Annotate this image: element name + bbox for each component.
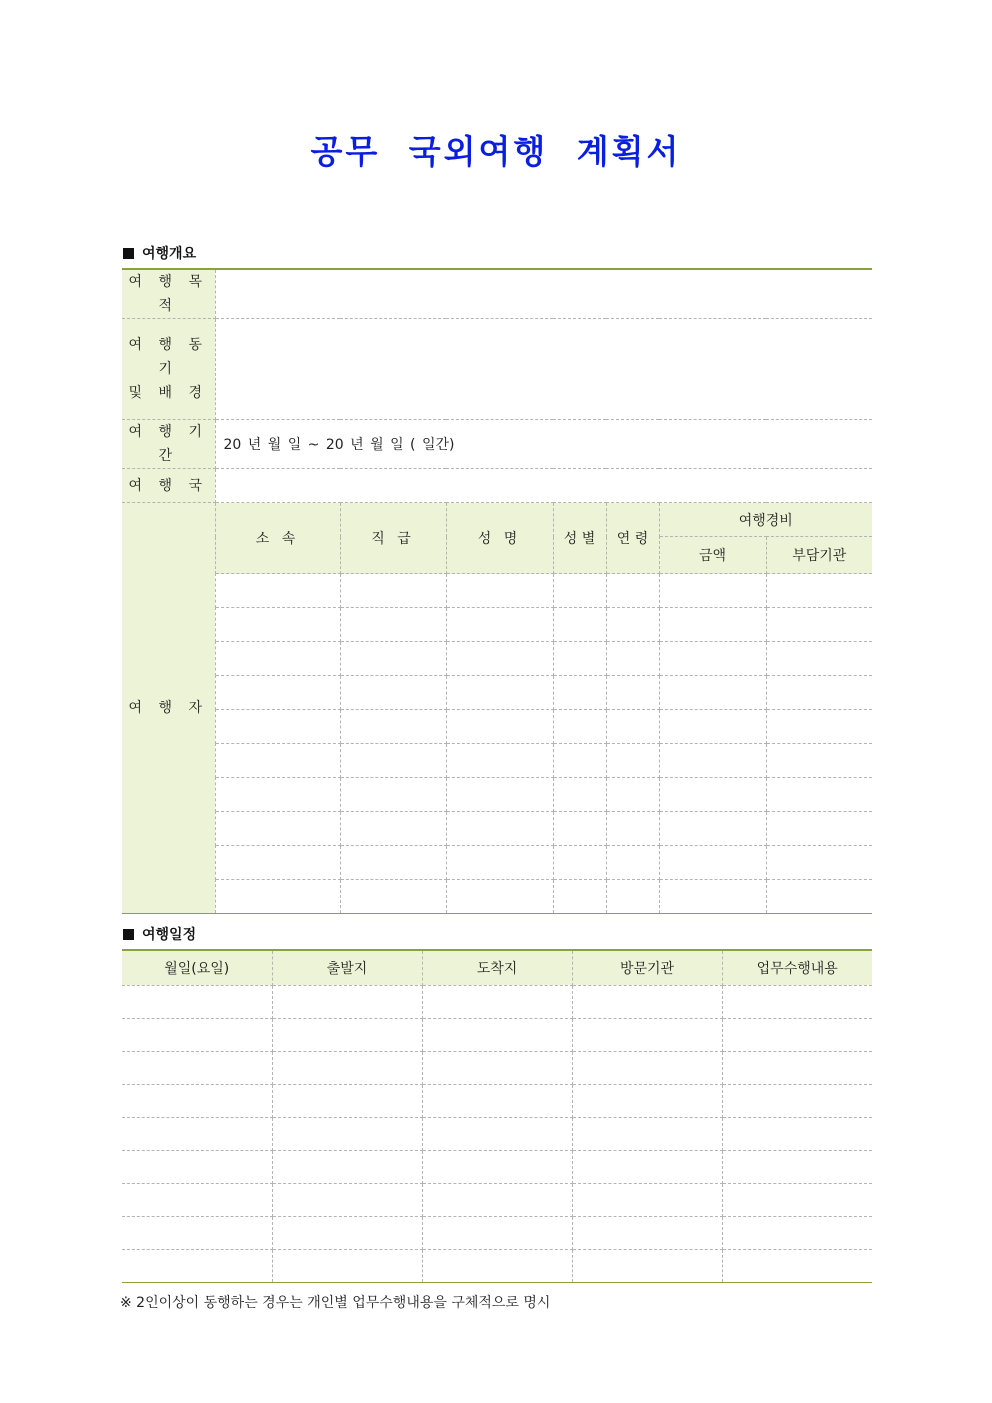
traveler-label: 여 행 자 (122, 503, 215, 914)
square-bullet-icon (123, 929, 134, 940)
table-cell[interactable] (722, 1051, 872, 1084)
table-cell[interactable] (422, 1117, 572, 1150)
table-cell[interactable] (766, 608, 872, 642)
table-cell[interactable] (553, 676, 606, 710)
table-cell[interactable] (553, 642, 606, 676)
section-heading-overview-text: 여행개요 (142, 246, 197, 262)
table-cell[interactable] (422, 1084, 572, 1117)
table-cell[interactable] (659, 642, 766, 676)
table-cell[interactable] (446, 608, 553, 642)
table-cell[interactable] (606, 812, 659, 846)
table-cell[interactable] (659, 778, 766, 812)
table-cell[interactable] (553, 608, 606, 642)
table-cell[interactable] (446, 744, 553, 778)
table-cell[interactable] (446, 880, 553, 914)
schedule-row (122, 1117, 872, 1150)
schedule-table (122, 949, 872, 1283)
table-cell[interactable] (122, 1216, 272, 1249)
table-cell[interactable] (659, 812, 766, 846)
table-cell[interactable] (215, 744, 340, 778)
traveler-row (122, 642, 872, 676)
table-cell[interactable] (422, 1051, 572, 1084)
table-cell[interactable] (340, 642, 446, 676)
schedule-row (122, 1084, 872, 1117)
table-cell[interactable] (215, 812, 340, 846)
section-heading-schedule-text: 여행일정 (142, 927, 197, 943)
table-cell[interactable] (215, 778, 340, 812)
table-cell[interactable] (572, 1084, 722, 1117)
table-cell[interactable] (340, 812, 446, 846)
table-cell[interactable] (553, 778, 606, 812)
table-cell[interactable] (272, 1018, 422, 1051)
table-cell[interactable] (215, 676, 340, 710)
motive-label (122, 319, 215, 420)
traveler-row (122, 778, 872, 812)
table-cell[interactable] (766, 574, 872, 608)
table-cell[interactable] (572, 1216, 722, 1249)
section-heading-overview (123, 243, 196, 263)
table-cell[interactable] (553, 744, 606, 778)
table-cell[interactable] (215, 574, 340, 608)
table-cell[interactable] (659, 744, 766, 778)
table-cell[interactable] (272, 1216, 422, 1249)
table-cell[interactable] (766, 846, 872, 880)
traveler-row (122, 744, 872, 778)
country-field[interactable] (215, 469, 872, 503)
schedule-row (122, 1051, 872, 1084)
traveler-row (122, 608, 872, 642)
table-cell[interactable] (272, 1084, 422, 1117)
table-cell[interactable] (659, 574, 766, 608)
table-cell[interactable] (340, 744, 446, 778)
section-heading-schedule (123, 924, 196, 944)
schedule-row (122, 1249, 872, 1282)
affiliation-header: 소 속 (215, 503, 340, 574)
table-cell[interactable] (215, 608, 340, 642)
amount-header: 금액 (659, 537, 766, 574)
period-field[interactable]: 20 년 월 일 ~ 20 년 월 일 ( 일간) (215, 420, 872, 469)
table-cell[interactable] (446, 642, 553, 676)
age-header: 연 령 (606, 503, 659, 574)
motive-field[interactable] (215, 319, 872, 420)
table-cell[interactable] (766, 676, 872, 710)
departure-header: 출발지 (272, 950, 422, 985)
motive-label-line2: 및 배 경 (128, 385, 208, 401)
table-cell[interactable] (722, 1018, 872, 1051)
table-cell[interactable] (446, 778, 553, 812)
gender-header: 성 별 (553, 503, 606, 574)
arrival-header: 도착지 (422, 950, 572, 985)
motive-label-line1: 여 행 동 기 (128, 337, 208, 377)
table-cell[interactable] (340, 778, 446, 812)
table-cell[interactable] (553, 880, 606, 914)
schedule-row (122, 1216, 872, 1249)
table-cell[interactable] (340, 574, 446, 608)
schedule-row (122, 1150, 872, 1183)
table-cell[interactable] (572, 1018, 722, 1051)
table-cell[interactable] (340, 880, 446, 914)
table-cell[interactable] (122, 1249, 272, 1282)
table-cell[interactable] (422, 1183, 572, 1216)
table-cell[interactable] (272, 985, 422, 1018)
table-cell[interactable] (766, 710, 872, 744)
table-cell[interactable] (606, 574, 659, 608)
table-cell[interactable] (446, 676, 553, 710)
schedule-row (122, 985, 872, 1018)
name-header: 성 명 (446, 503, 553, 574)
table-cell[interactable] (766, 744, 872, 778)
traveler-row (122, 880, 872, 914)
table-cell[interactable] (422, 1249, 572, 1282)
table-cell[interactable] (340, 608, 446, 642)
date-header: 월일(요일) (122, 950, 272, 985)
table-cell[interactable] (659, 880, 766, 914)
table-cell[interactable] (659, 846, 766, 880)
rank-header: 직 급 (340, 503, 446, 574)
table-cell[interactable] (446, 812, 553, 846)
table-cell[interactable] (215, 710, 340, 744)
table-cell[interactable] (422, 1150, 572, 1183)
table-cell[interactable] (606, 880, 659, 914)
square-bullet-icon (123, 248, 134, 259)
table-cell[interactable] (272, 1249, 422, 1282)
table-cell[interactable] (422, 1018, 572, 1051)
table-cell[interactable] (606, 710, 659, 744)
table-cell[interactable] (722, 1183, 872, 1216)
schedule-row (122, 1183, 872, 1216)
traveler-row (122, 710, 872, 744)
table-cell[interactable] (340, 846, 446, 880)
country-label: 여 행 국 (122, 469, 215, 503)
payer-header: 부담기관 (766, 537, 872, 574)
table-cell[interactable] (722, 1084, 872, 1117)
traveler-row (122, 846, 872, 880)
table-cell[interactable] (572, 1051, 722, 1084)
table-cell[interactable] (606, 608, 659, 642)
document-title: 공무 국외여행 계획서 (310, 132, 682, 171)
table-cell[interactable] (722, 1150, 872, 1183)
table-cell[interactable] (272, 1183, 422, 1216)
table-cell[interactable] (606, 744, 659, 778)
task-header: 업무수행내용 (722, 950, 872, 985)
table-cell[interactable] (340, 676, 446, 710)
table-cell[interactable] (122, 985, 272, 1018)
table-cell[interactable] (122, 1018, 272, 1051)
period-label: 여 행 기 간 (122, 420, 215, 469)
table-cell[interactable] (766, 642, 872, 676)
schedule-row (122, 1018, 872, 1051)
table-cell[interactable] (340, 710, 446, 744)
traveler-row (122, 574, 872, 608)
table-cell[interactable] (606, 676, 659, 710)
table-cell[interactable] (553, 846, 606, 880)
table-cell[interactable] (446, 574, 553, 608)
table-cell[interactable] (122, 1183, 272, 1216)
table-cell[interactable] (722, 1117, 872, 1150)
table-cell[interactable] (722, 1249, 872, 1282)
table-cell[interactable] (606, 846, 659, 880)
table-cell[interactable] (272, 1150, 422, 1183)
table-cell[interactable] (446, 710, 553, 744)
table-cell[interactable] (766, 880, 872, 914)
table-cell[interactable] (215, 880, 340, 914)
table-cell[interactable] (422, 985, 572, 1018)
table-cell[interactable] (572, 1249, 722, 1282)
table-cell[interactable] (122, 1117, 272, 1150)
table-cell[interactable] (659, 608, 766, 642)
table-cell[interactable] (606, 778, 659, 812)
table-cell[interactable] (659, 676, 766, 710)
table-cell[interactable] (553, 710, 606, 744)
table-cell[interactable] (446, 846, 553, 880)
purpose-field[interactable] (215, 269, 872, 319)
table-cell[interactable] (572, 1183, 722, 1216)
purpose-label: 여 행 목 적 (122, 269, 215, 319)
table-cell[interactable] (722, 1216, 872, 1249)
table-cell[interactable] (272, 1117, 422, 1150)
expense-header: 여행경비 (659, 503, 872, 537)
table-cell[interactable] (122, 1051, 272, 1084)
traveler-row (122, 676, 872, 710)
table-cell[interactable] (572, 1117, 722, 1150)
table-cell[interactable] (606, 642, 659, 676)
table-cell[interactable] (553, 574, 606, 608)
table-cell[interactable] (722, 985, 872, 1018)
table-cell[interactable] (422, 1216, 572, 1249)
table-cell[interactable] (572, 985, 722, 1018)
table-cell[interactable] (659, 710, 766, 744)
table-cell[interactable] (766, 778, 872, 812)
table-cell[interactable] (215, 642, 340, 676)
table-cell[interactable] (122, 1084, 272, 1117)
footnote: ※ 2인이상이 동행하는 경우는 개인별 업무수행내용을 구체적으로 명시 (120, 1295, 551, 1311)
overview-table (122, 268, 872, 914)
table-cell[interactable] (215, 846, 340, 880)
traveler-row (122, 812, 872, 846)
table-cell[interactable] (572, 1150, 722, 1183)
table-cell[interactable] (553, 812, 606, 846)
table-cell[interactable] (122, 1150, 272, 1183)
table-cell[interactable] (272, 1051, 422, 1084)
visit-org-header: 방문기관 (572, 950, 722, 985)
table-cell[interactable] (766, 812, 872, 846)
